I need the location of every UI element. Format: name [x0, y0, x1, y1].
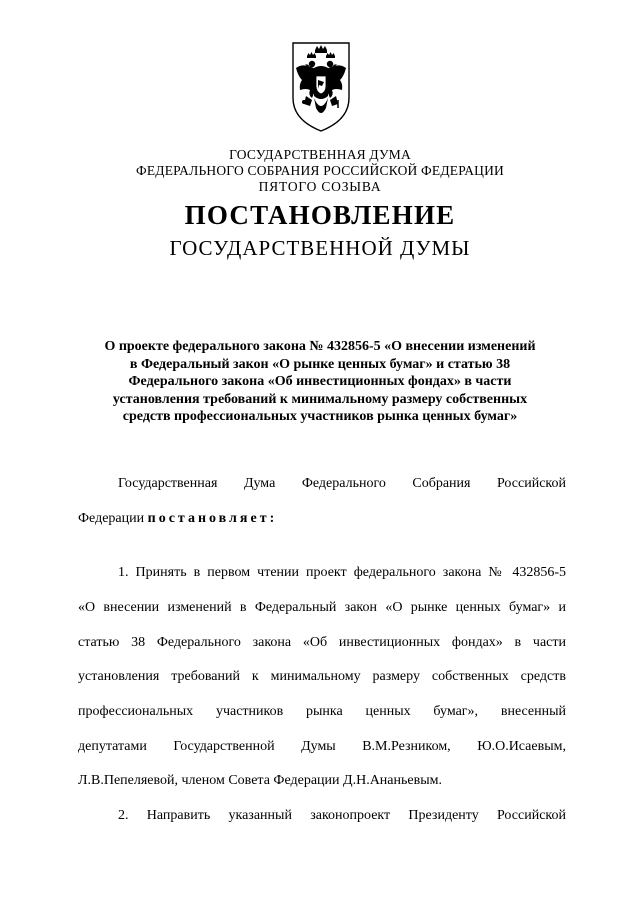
- subject-line: установления требований к минимальному размеру собственных: [112, 391, 528, 407]
- document-subtitle: ГОСУДАРСТВЕННОЙ ДУМЫ: [169, 236, 471, 260]
- header-assembly: ФЕДЕРАЛЬНОГО СОБРАНИЯ РОССИЙСКОЙ ФЕДЕРАЦИИ: [136, 163, 504, 178]
- subject-line: средств профессиональных участников рынка ценных бумаг»: [122, 409, 518, 424]
- paragraph-line: Л.В.Пепеляевой, членом Совета Федерации Д.Н.Ананьевым.: [78, 773, 442, 788]
- header-chamber: ГОСУДАРСТВЕННАЯ ДУМА: [229, 147, 411, 162]
- subject-line: Федерального закона «Об инвестиционных фондах» в части: [128, 374, 512, 389]
- preamble-verb: постановляет:: [147, 511, 278, 526]
- paragraph-line: установления требований к минимальному размеру собственных средств: [78, 669, 566, 684]
- paragraph-line: депутатами Государственной Думы В.М.Резником, Ю.О.Исаевым,: [78, 739, 566, 754]
- preamble-subject: Федерации: [78, 511, 145, 526]
- coat-of-arms-emblem: [290, 40, 352, 134]
- preamble-line: [78, 511, 566, 527]
- paragraph-line: профессиональных участников рынка ценных бумаг», внесенный: [78, 704, 566, 719]
- subject-line: в Федеральный закон «О рынке ценных бумаг» и статью 38: [129, 356, 511, 372]
- document-title: ПОСТАНОВЛЕНИЕ: [184, 200, 456, 230]
- subject-line: О проекте федерального закона № 432856-5 «О внесении изменений: [104, 339, 536, 354]
- paragraph-line: статью 38 Федерального закона «Об инвестиционных фондах» в части: [78, 635, 566, 650]
- paragraph-line: «О внесении изменений в Федеральный закон «О рынке ценных бумаг» и: [78, 600, 566, 615]
- preamble-line: Государственная Дума Федерального Собрания Российской: [118, 476, 566, 491]
- header-convocation: ПЯТОГО СОЗЫВА: [258, 179, 382, 194]
- paragraph-line: 2. Направить указанный законопроект Президенту Российской: [118, 808, 566, 823]
- paragraph-line: 1. Принять в первом чтении проект федерального закона № 432856-5: [118, 565, 566, 580]
- subject-heading: [80, 338, 560, 426]
